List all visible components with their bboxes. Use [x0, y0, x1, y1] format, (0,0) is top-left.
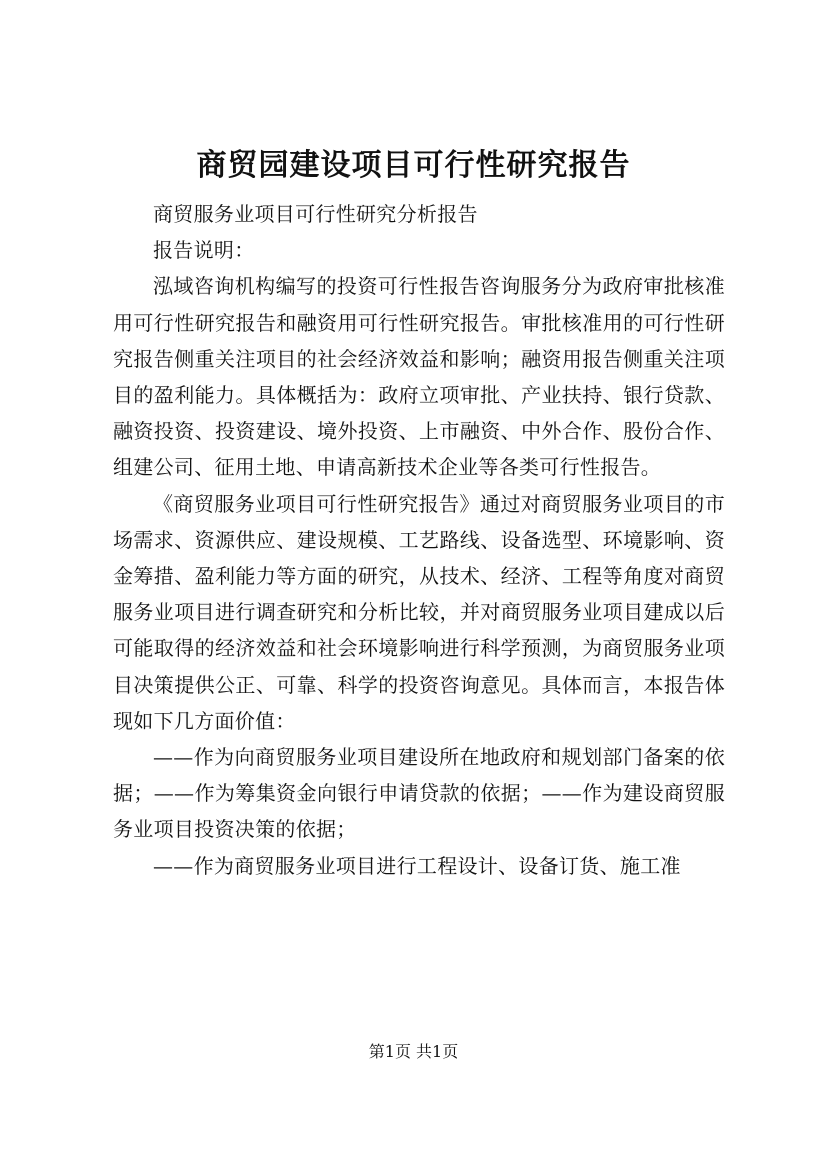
paragraph-report-overview: 《商贸服务业项目可行性研究报告》通过对商贸服务业项目的市场需求、资源供应、建设规模、工艺路线、设备选型、环境影响、资金筹措、盈利能力等方面的研究，从技术、经济、工程等角度对商贸服务业项目进行调查研究和分析比较，并对商贸服务业项目建成以后可能取得的经济效益和社会环境影响进行科学预测，为商贸服务业项目决策提供公正、可靠、科学的投资咨询意见。具体而言，本报告体现如下几方面价值： [113, 491, 725, 733]
paragraph-subtitle: 商贸服务业项目可行性研究分析报告 [153, 202, 478, 226]
paragraph-report-note-heading: 报告说明： [153, 238, 255, 263]
paragraph-consulting-services: 泓域咨询机构编写的投资可行性报告咨询服务分为政府审批核准用可行性研究报告和融资用可行性研究报告。审批核准用的可行性研究报告侧重关注项目的社会经济效益和影响；融资用报告侧重关注项目的盈利能力。具体概括为：政府立项审批、产业扶持、银行贷款、融资投资、投资建设、境外投资、上市融资、中外合作、股份合作、组建公司、征用土地、申请高新技术企业等各类可行性报告。 [113, 274, 725, 480]
paragraph-value-engineering: ——作为商贸服务业项目进行工程设计、设备订货、施工准 [153, 853, 681, 878]
document-title: 商贸园建设项目可行性研究报告 [196, 148, 631, 183]
paragraph-value-basis: ——作为向商贸服务业项目建设所在地政府和规划部门备案的依据；——作为筹集资金向银行申请贷款的依据；——作为建设商贸服务业项目投资决策的依据； [113, 745, 725, 842]
page-footer: 第1页 共1页 [368, 1042, 459, 1061]
document-body [113, 196, 725, 884]
